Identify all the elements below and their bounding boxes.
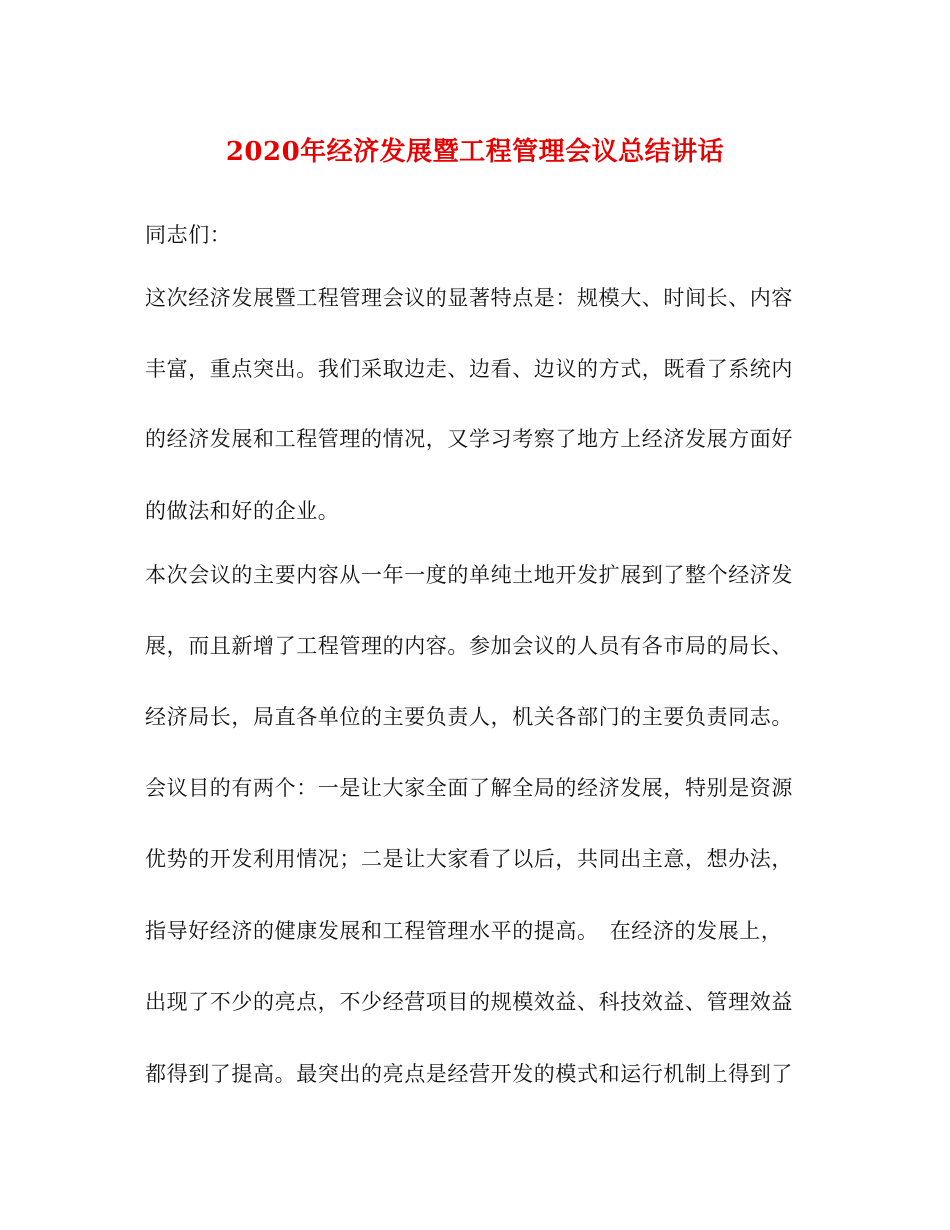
document-title: 2020年经济发展暨工程管理会议总结讲话: [225, 137, 725, 167]
body-line: 的经济发展和工程管理的情况，又学习考察了地方上经济发展方面好: [145, 427, 793, 451]
body-line: 丰富，重点突出。我们采取边走、边看、边议的方式，既看了系统内: [145, 357, 793, 381]
body-line: 经济局长，局直各单位的主要负责人，机关各部门的主要负责同志。: [145, 705, 793, 729]
salutation-line: 同志们：: [145, 223, 232, 247]
body-line: 这次经济发展暨工程管理会议的显著特点是：规模大、时间长、内容: [145, 286, 793, 310]
body-line: 的做法和好的企业。: [145, 499, 340, 523]
body-line: 都得到了提高。最突出的亮点是经营开发的模式和运行机制上得到了: [145, 1062, 793, 1086]
body-line: 会议目的有两个：一是让大家全面了解全局的经济发展，特别是资源: [145, 776, 793, 800]
body-line: 指导好经济的健康发展和工程管理水平的提高。 在经济的发展上，: [145, 919, 783, 943]
body-line: 本次会议的主要内容从一年一度的单纯土地开发扩展到了整个经济发: [145, 563, 793, 587]
body-line: 优势的开发利用情况；二是让大家看了以后，共同出主意，想办法，: [145, 847, 793, 871]
body-line: 展，而且新增了工程管理的内容。参加会议的人员有各市局的局长、: [145, 634, 793, 658]
body-line: 出现了不少的亮点，不少经营项目的规模效益、科技效益、管理效益: [145, 990, 793, 1014]
